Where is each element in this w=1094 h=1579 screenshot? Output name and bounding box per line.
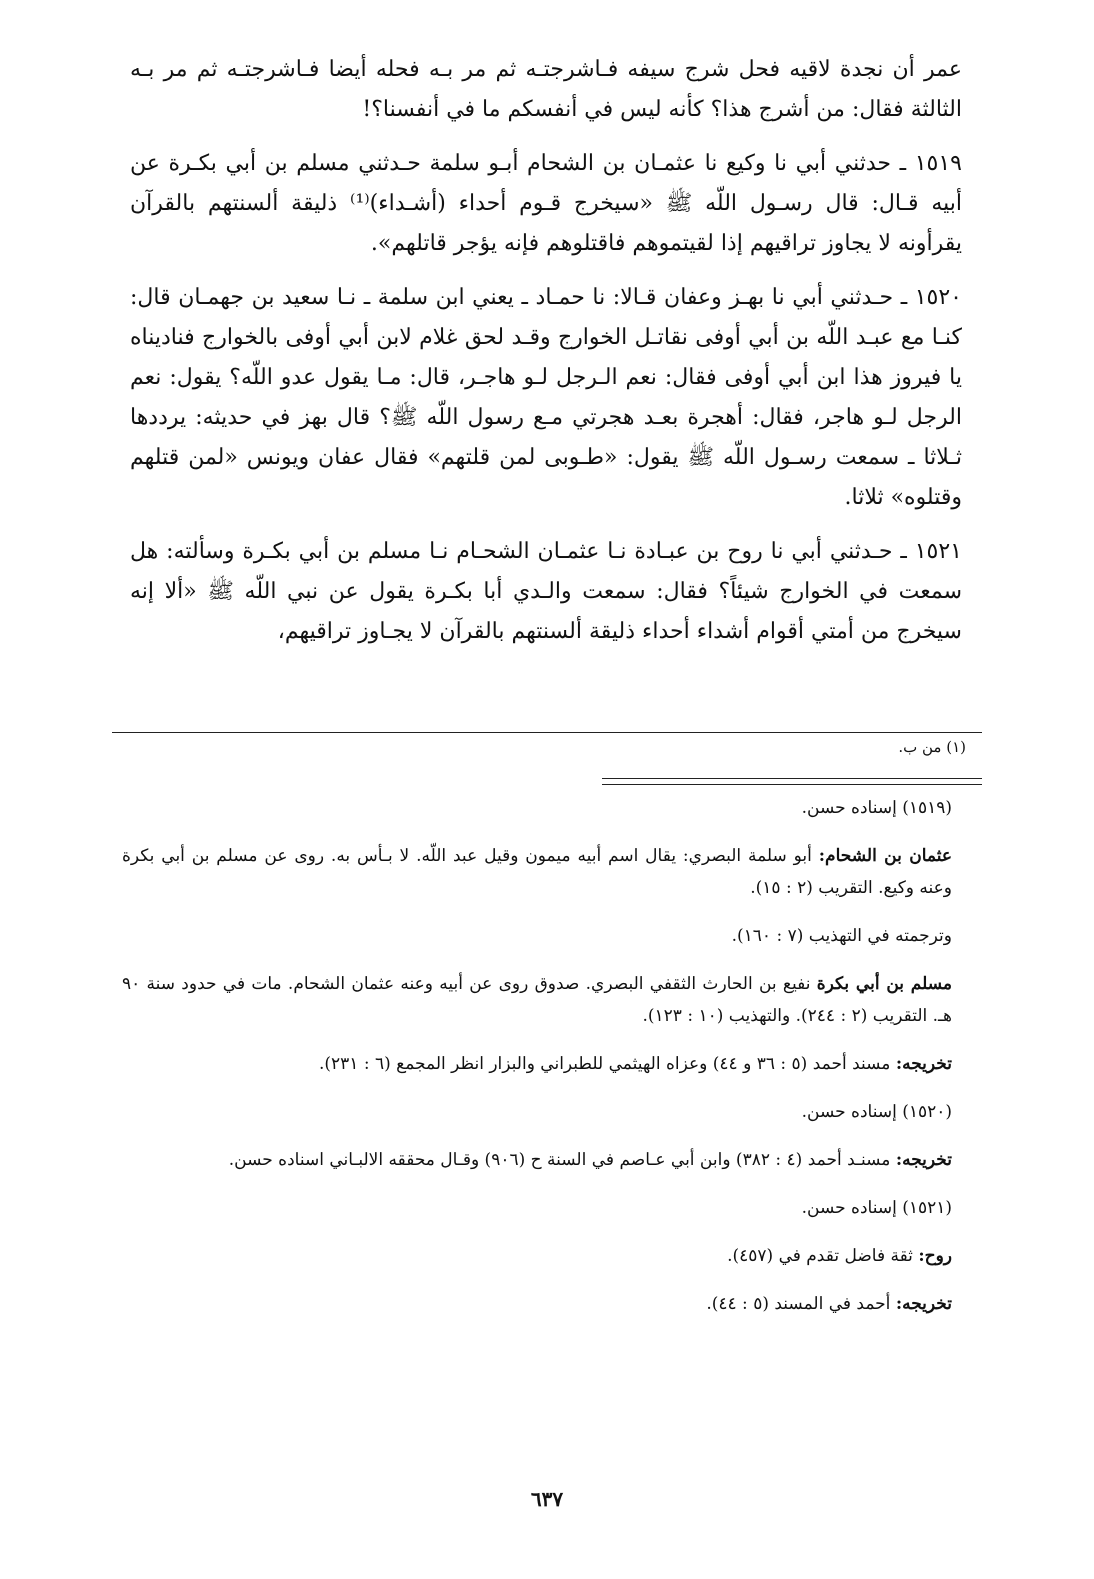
hadith-1521: ١٥٢١ ـ حـدثني أبي نا روح بن عبـادة نـا عثمـان الشحـام نـا مسلم بن أبي بكـرة وسألته: هل سمعت في الخوارج شيئاً؟ فقال: سمعت والـدي أبا بكـرة يقول عن نبي اللّه ﷺ «ألا إنه سيخرج من أمتي أقوام أشداء أحداء ذليقة ألسنتهم بالقرآن لا يجـاوز تراقيهم، xyxy=(130,539,962,644)
takhrij-label: تخريجه: xyxy=(895,1294,952,1314)
note-1521-chain: (١٥٢١) إسناده حسن. xyxy=(801,1198,952,1218)
hadith-1519: ١٥١٩ ـ حدثني أبي نا وكيع نا عثمـان بن الشحام أبـو سلمة حـدثني مسلم بن أبي بكـرة عن أبيه قـال: قال رسـول اللّه ﷺ «سيخرج قـوم أحداء (أشـداء)⁽¹⁾ ذليقة ألسنتهم بالقرآن يقرأونه لا يجاوز تراقيهم إذا لقيتموهم فاقتلوهم فإنه يؤجر قاتلهم». xyxy=(130,151,963,256)
note-1520-chain: (١٥٢٠) إسناده حسن. xyxy=(801,1102,952,1122)
note-takhrij-1519 xyxy=(122,1048,962,1080)
paragraph-continuation: عمر أن نجدة لاقيه فحل شرج سيفه فـاشرجتـه ثم مر بـه فحله أيضا فـاشرجتـه ثم مر بـه الثالثة فقال: من أشرج هذا؟ كأنه ليس في أنفسكم ما في أنفسنا؟! xyxy=(130,57,962,122)
note-muslim-text: نفيع بن الحارث الثقفي البصري. صدوق روى عن أبيه وعنه عثمان الشحام. مات في حدود سنة ٩٠ هـ. التقريب (٢ : ٢٤٤). والتهذيب (١٠ : ١٢٣). xyxy=(122,974,952,1026)
notes-divider-bottom xyxy=(602,784,982,785)
note-takhrij-1520 xyxy=(122,1144,962,1176)
takhrij-label: تخريجه: xyxy=(895,1054,952,1074)
note-rawh-name: روح: xyxy=(918,1246,952,1266)
footnote-divider xyxy=(112,732,982,733)
takhrij-1521-text: أحمد في المسند (٥ : ٤٤). xyxy=(706,1294,891,1314)
note-muslim xyxy=(122,968,962,1032)
note-muslim-name: مسلم بن أبي بكرة xyxy=(816,974,953,994)
note-uthman xyxy=(122,840,962,904)
main-text xyxy=(130,50,962,666)
takhrij-label: تخريجه: xyxy=(895,1150,952,1170)
note-uthman-tahdhib: وترجمته في التهذيب (٧ : ١٦٠). xyxy=(731,926,952,946)
page-number: ٦٣٧ xyxy=(530,1487,564,1511)
note-takhrij-1521 xyxy=(122,1288,962,1320)
note-uthman-name: عثمان بن الشحام: xyxy=(818,846,952,866)
notes-divider-top xyxy=(602,778,982,779)
hadith-1520: ١٥٢٠ ـ حـدثني أبي نا بهـز وعفان قـالا: نا حمـاد ـ يعني ابن سلمة ـ نـا سعيد بن جهمـان قال: كنـا مع عبـد اللّه بن أبي أوفى نقاتـل الخوارج وقـد لحق غلام لابن أبي أوفى بالخوارج فناديناه يا فيروز هذا ابن أبي أوفى فقال: نعم الـرجل لـو هاجـر، قال: مـا يقول عدو اللّه؟ يقول: نعم الرجل لـو هاجر، فقال: أهجرة بعـد هجرتي مـع رسول اللّه ﷺ؟ قال بهز في حديثه: يرددها ثـلاثا ـ سمعت رسـول اللّه ﷺ يقول: «طـوبى لمن قلتهم» فقال عفان ويونس «لمن قتلهم وقتلوه» ثلاثا. xyxy=(130,285,962,510)
commentary-notes xyxy=(122,792,962,1336)
takhrij-1519-text: مسند أحمد (٥ : ٣٦ و ٤٤) وعزاه الهيثمي للطبراني والبزار انظر المجمع (٦ : ٢٣١). xyxy=(319,1054,891,1074)
footnote: (١) من ب. xyxy=(898,738,966,756)
takhrij-1520-text: مسنـد أحمد (٤ : ٣٨٢) وابن أبي عـاصم في السنة ح (٩٠٦) وقـال محققه الالبـاني اسناده حسن. xyxy=(228,1150,891,1170)
note-rawh xyxy=(122,1240,962,1272)
note-uthman-text: أبو سلمة البصري: يقال اسم أبيه ميمون وقيل عبد اللّه. لا بـأس به. روى عن مسلم بن أبي بكرة وعنه وكيع. التقريب (٢ : ١٥). xyxy=(122,846,952,898)
note-rawh-text: ثقة فاضل تقدم في (٤٥٧). xyxy=(727,1246,913,1266)
note-1519-chain: (١٥١٩) إسناده حسن. xyxy=(801,798,952,818)
